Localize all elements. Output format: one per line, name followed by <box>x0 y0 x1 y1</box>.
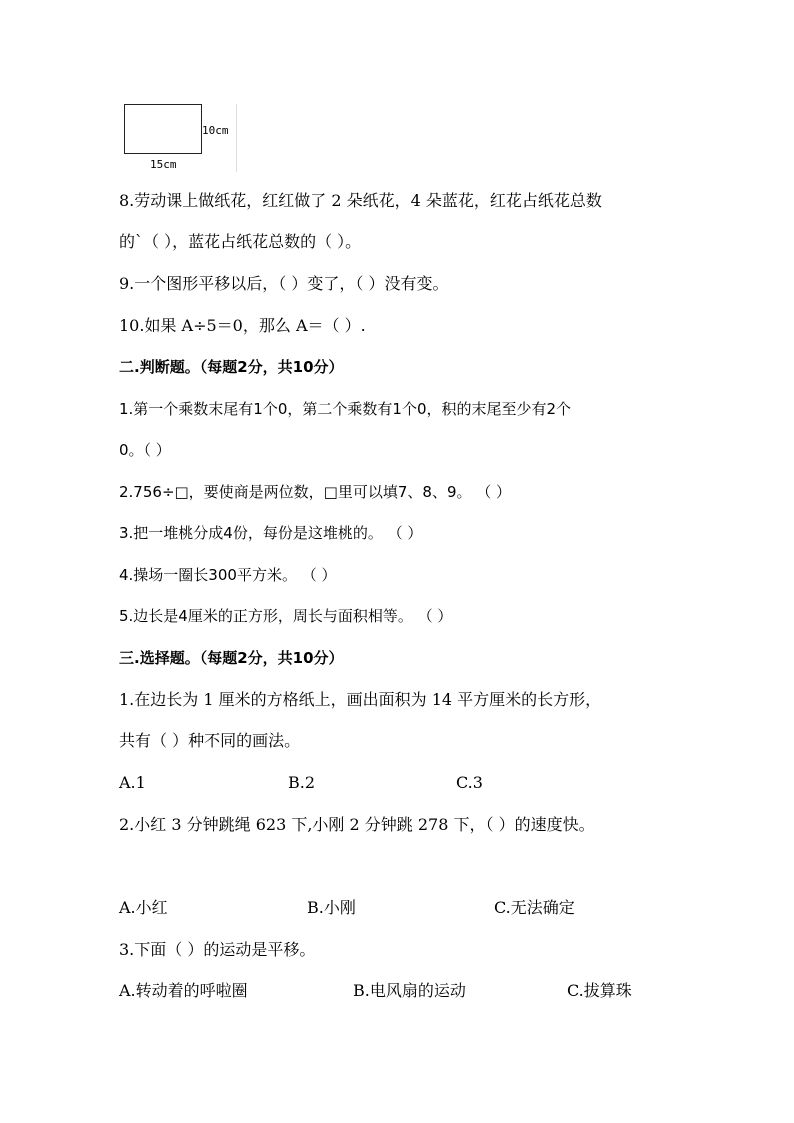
choice-1-option-b: B.2 <box>288 773 316 792</box>
choice-question-1-line-2: 共有（ ）种不同的画法。 <box>119 731 301 750</box>
choice-3-option-c: C.拔算珠 <box>567 981 632 1000</box>
rectangle-width-label: 15cm <box>150 158 177 171</box>
judge-question-1-line-2: 0。（ ） <box>119 441 171 459</box>
judge-question-3: 3.把一堆桃分成4份，每份是这堆桃的。 （ ） <box>119 524 423 542</box>
choice-1-option-a: A.1 <box>119 773 146 792</box>
choice-3-option-a: A.转动着的呼啦圈 <box>119 981 248 1000</box>
rectangle-height-label: 10cm <box>202 124 229 137</box>
choice-3-option-b: B.电风扇的运动 <box>353 981 466 1000</box>
choice-question-1-line-1: 1.在边长为 1 厘米的方格纸上，画出面积为 14 平方厘米的长方形， <box>119 690 602 709</box>
question-8-line-2: 的`（ ），蓝花占纸花总数的（ ）。 <box>119 232 362 251</box>
rectangle-figure <box>124 104 244 174</box>
choice-question-2: 2.小红 3 分钟跳绳 623 下,小刚 2 分钟跳 278 下，（ ）的速度快。 <box>119 815 595 834</box>
choice-2-option-a: A.小红 <box>119 898 168 917</box>
rectangle-shape <box>124 104 202 154</box>
question-10: 10.如果 A÷5＝0，那么 A＝（ ）. <box>119 316 366 335</box>
section-3-heading: 三.选择题。（每题2分，共10分） <box>119 649 344 667</box>
figure-edge-line <box>236 104 237 172</box>
question-9: 9.一个图形平移以后，（ ）变了，（ ）没有变。 <box>119 274 449 293</box>
section-2-heading: 二.判断题。（每题2分，共10分） <box>119 358 344 376</box>
judge-question-2: 2.756÷□，要使商是两位数，□里可以填7、8、9。 （ ） <box>119 483 512 501</box>
judge-question-4: 4.操场一圈长300平方米。 （ ） <box>119 566 337 584</box>
question-8-line-1: 8.劳动课上做纸花，红红做了 2 朵纸花，4 朵蓝花，红花占纸花总数 <box>119 191 602 210</box>
choice-question-3: 3.下面（ ）的运动是平移。 <box>119 940 316 959</box>
choice-1-option-c: C.3 <box>456 773 483 792</box>
judge-question-5: 5.边长是4厘米的正方形，周长与面积相等。 （ ） <box>119 607 453 625</box>
judge-question-1-line-1: 1.第一个乘数末尾有1个0，第二个乘数有1个0，积的末尾至少有2个 <box>119 400 572 418</box>
choice-2-option-c: C.无法确定 <box>494 898 575 917</box>
choice-2-option-b: B.小刚 <box>307 898 356 917</box>
